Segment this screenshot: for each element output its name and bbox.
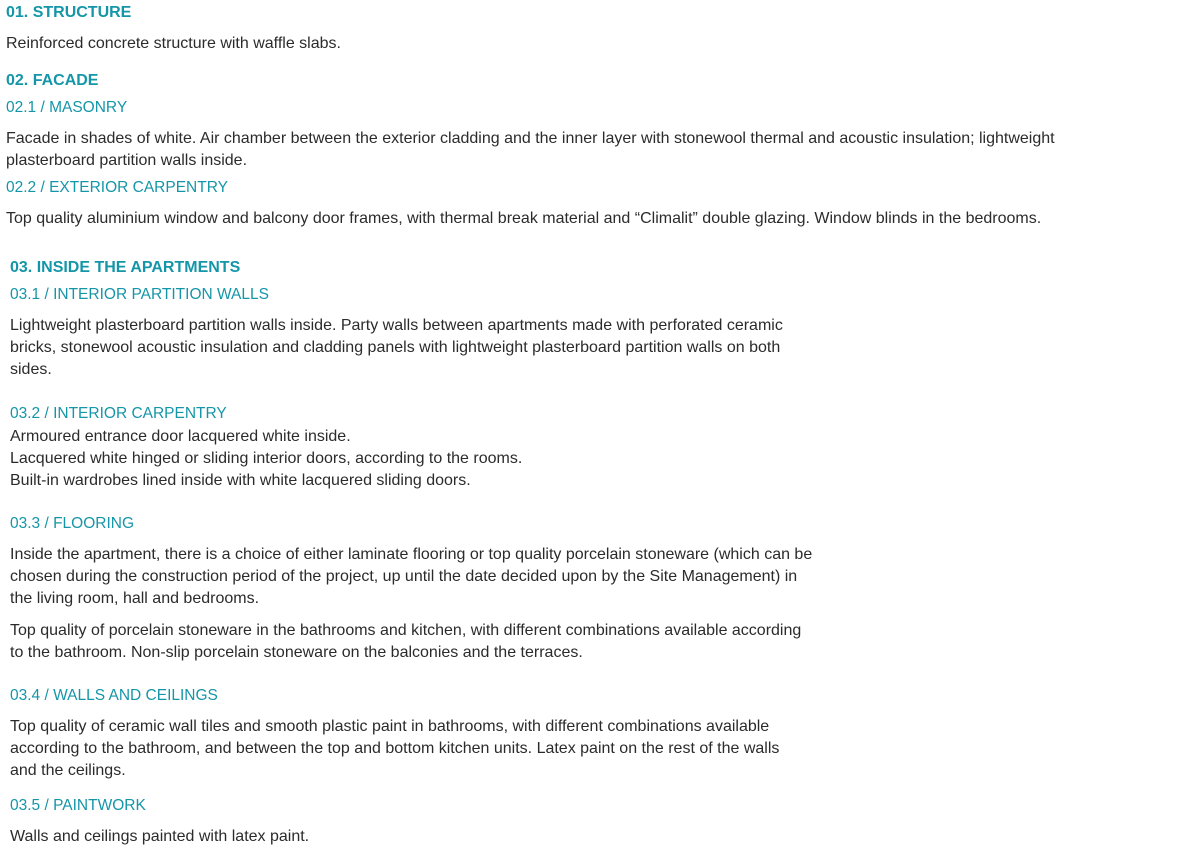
masonry-text — [6, 128, 1055, 172]
walls-ceilings-line: and the ceilings. — [10, 762, 126, 779]
partition-line: bricks, stonewool acoustic insulation and cladding panels with lightweight plasterboard partition walls on both — [10, 339, 781, 356]
flooring-line: chosen during the construction period of the project, up until the date decided upon by the Site Management) in — [10, 568, 798, 585]
partition-line: sides. — [10, 361, 52, 378]
flooring-line: to the bathroom. Non-slip porcelain stoneware on the balconies and the terraces. — [10, 644, 583, 661]
paintwork-text: Walls and ceilings painted with latex paint. — [10, 828, 310, 845]
section-03-heading: 03. INSIDE THE APARTMENTS — [10, 259, 241, 276]
walls-ceilings-heading: 03.4 / WALLS AND CEILINGS — [10, 687, 218, 704]
masonry-line: Facade in shades of white. Air chamber between the exterior cladding and the inner layer with stonewool thermal and acoustic insulation; lightweight — [6, 130, 1055, 147]
interior-carpentry-line: Lacquered white hinged or sliding interior doors, according to the rooms. — [10, 450, 523, 467]
walls-ceilings-line: according to the bathroom, and between the top and bottom kitchen units. Latex paint on the rest of the walls — [10, 740, 780, 757]
flooring-heading: 03.3 / FLOORING — [10, 515, 135, 532]
partition-heading: 03.1 / INTERIOR PARTITION WALLS — [10, 286, 269, 303]
walls-ceilings-text — [10, 716, 779, 782]
partition-text — [10, 315, 783, 381]
masonry-heading: 02.1 / MASONRY — [6, 99, 128, 116]
paintwork-heading: 03.5 / PAINTWORK — [10, 797, 146, 814]
partition-line: Lightweight plasterboard partition walls inside. Party walls between apartments made with perforated ceramic — [10, 317, 783, 334]
masonry-line: plasterboard partition walls inside. — [6, 152, 248, 169]
exterior-carpentry-heading: 02.2 / EXTERIOR CARPENTRY — [6, 179, 228, 196]
section-02-heading: 02. FACADE — [6, 72, 99, 89]
walls-ceilings-line: Top quality of ceramic wall tiles and smooth plastic paint in bathrooms, with different combinations available — [10, 718, 770, 735]
exterior-carpentry-text: Top quality aluminium window and balcony door frames, with thermal break material and “Climalit” double glazing. Window blinds in the bedrooms. — [6, 210, 1042, 227]
flooring-line: Inside the apartment, there is a choice of either laminate flooring or top quality porcelain stoneware (which can be — [10, 546, 813, 563]
interior-carpentry-heading: 03.2 / INTERIOR CARPENTRY — [10, 405, 227, 422]
section-01-heading: 01. STRUCTURE — [6, 4, 132, 21]
structure-text: Reinforced concrete structure with waffle slabs. — [6, 35, 341, 52]
flooring-line: the living room, hall and bedrooms. — [10, 590, 260, 607]
flooring-line: Top quality of porcelain stoneware in the bathrooms and kitchen, with different combinations available according — [10, 622, 802, 639]
interior-carpentry-line: Armoured entrance door lacquered white inside. — [10, 428, 351, 445]
flooring-text-2 — [10, 620, 801, 664]
interior-carpentry-text — [10, 426, 522, 492]
flooring-text-1 — [10, 544, 812, 610]
interior-carpentry-line: Built-in wardrobes lined inside with white lacquered sliding doors. — [10, 472, 471, 489]
